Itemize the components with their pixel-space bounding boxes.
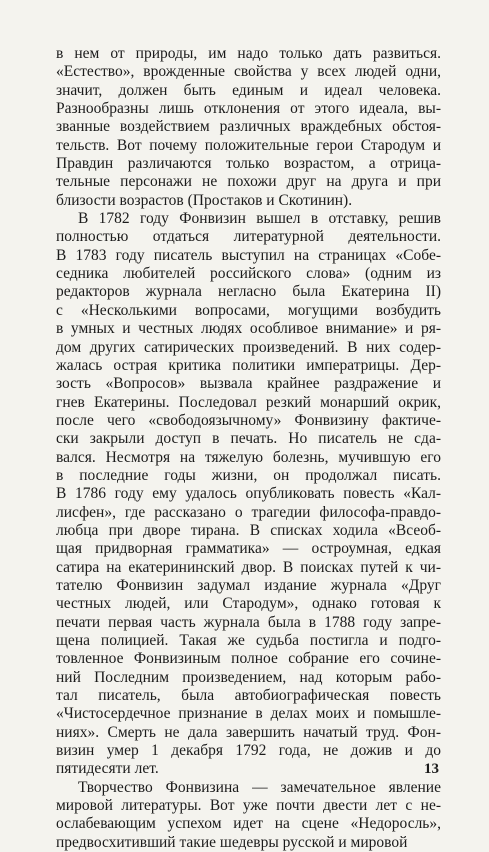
text-line: В 1782 году Фонвизин вышел в отставку, решив [78, 210, 441, 228]
text-line: жалась острая критика политики императрицы. Дер- [56, 356, 441, 374]
text-line: гнев Екатерины. Последовал резкий монарший окрик, [56, 393, 441, 411]
text-line: ний Последним произведением, над которым рабо- [56, 668, 441, 686]
text-line: любца при дворе тирана. В списках ходила «Всеоб- [56, 521, 441, 539]
text-line: с «Несколькими вопросами, могущими возбудить [56, 301, 441, 319]
text-line: В 1786 году ему удалось опубликовать повесть «Кал- [56, 485, 441, 503]
text-line: значит, должен быть единым и идеал человека. [56, 81, 441, 99]
text-line: ниях». Смерть не дала завершить начатый труд. Фон- [56, 723, 441, 741]
text-line: тельные персонажи не похожи друг на друга и при [56, 173, 441, 191]
text-line: ски закрыли доступ в печать. Но писатель не сда- [56, 430, 441, 448]
body-text [56, 45, 441, 852]
text-line: предвосхитивший такие шедевры русской и мировой [56, 833, 408, 851]
text-line: в нем от природы, им надо только дать развиться. [56, 45, 441, 62]
text-line: сатира на екатерининский двор. В поисках путей к чи- [56, 558, 441, 576]
text-line: «Естество», врожденные свойства у всех людей одни, [56, 63, 441, 81]
text-line: В 1783 году писатель выступил на страницах «Собе- [56, 246, 441, 264]
text-line: после чего «свободоязычному» Фонвизину фактиче- [56, 411, 441, 429]
text-line: честных людей, или Стародум», однако готовая к [56, 595, 441, 613]
text-line: тал писатель, была автобиографическая повесть [56, 687, 441, 705]
text-line: званные воздействием различных враждебных обстоя- [56, 118, 441, 136]
text-line: дом других сатирических произведений. В них содер- [56, 338, 441, 356]
text-line: ослабевающим успехом идет на сцене «Недоросль», [56, 815, 441, 833]
text-line: седника любителей российского слова» (одним из [56, 265, 441, 283]
text-line: тателю Фонвизин задумал издание журнала «Друг [56, 576, 441, 594]
text-line: щая придворная грамматика» — остроумная, едкая [56, 540, 441, 558]
text-line: Разнообразны лишь отклонения от этого идеала, вы- [56, 100, 441, 118]
text-line: щена полицией. Такая же судьба постигла и подго- [56, 632, 441, 649]
text-line: вался. Несмотря на тяжелую болезнь, мучившую его [56, 448, 441, 466]
text-line: в последние годы жизни, он продолжал писать. [56, 466, 441, 484]
text-line: «Чистосердечное признание в делах моих и помышле- [56, 705, 441, 723]
text-line: мировой литературы. Вот уже почти двести лет с не- [56, 797, 441, 815]
text-line: редакторов журнала негласно была Екатерина II) [56, 283, 441, 301]
paragraph-2 [56, 210, 441, 779]
text-line: товленное Фонвизиным полное собрание его сочине- [56, 650, 441, 668]
text-line: Правдин различаются только возрастом, а отрица- [56, 155, 441, 173]
text-line: пятидесяти лет. [56, 760, 159, 778]
text-line: тельств. Вот почему положительные герои Стародум и [56, 136, 441, 154]
text-line: полностью отдаться литературной деятельности. [56, 228, 441, 246]
page-number: 13 [424, 761, 439, 777]
text-line: печати первая часть журнала была в 1788 году запре- [56, 613, 441, 631]
text-line: близости возрастов (Простаков и Скотинин). [56, 191, 353, 209]
text-line: Творчество Фонвизина — замечательное явление [78, 778, 441, 796]
text-line: лисфен», где рассказано о трагедии философа-правдо- [56, 503, 441, 521]
paragraph-1 [56, 45, 441, 210]
text-line: визин умер 1 декабря 1792 года, не дожив и до [56, 742, 441, 760]
text-line: в умных и честных людях особливое внимание» и ря- [56, 320, 441, 338]
text-line: зость «Вопросов» вызвала крайнее раздражение и [56, 375, 441, 393]
paragraph-3 [56, 779, 441, 852]
